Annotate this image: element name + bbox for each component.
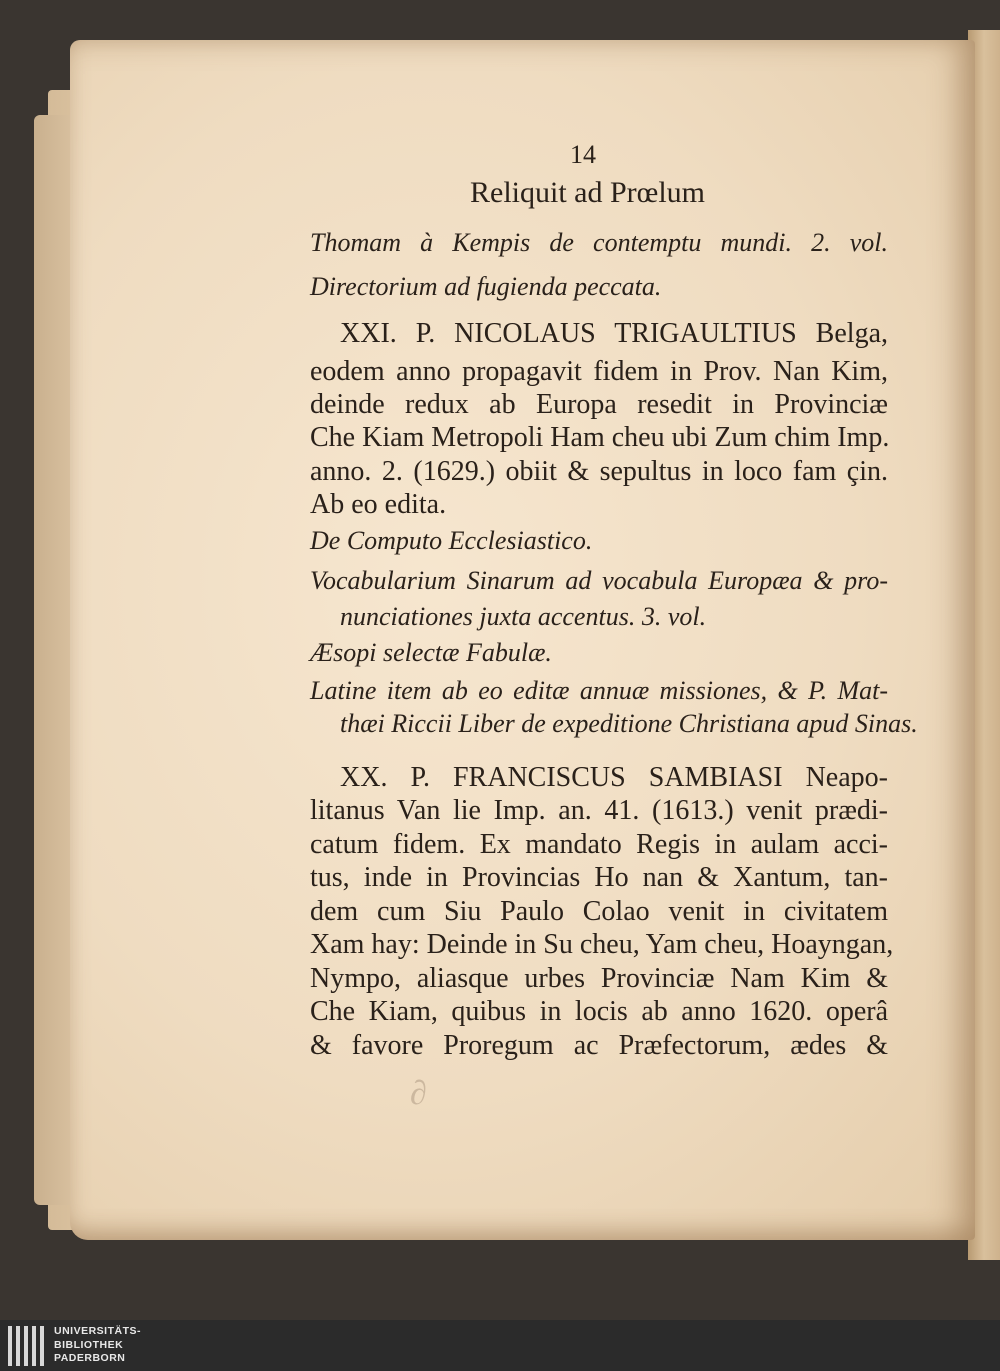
text-line: deinde redux ab Europa resedit in Provinciæ — [310, 389, 888, 420]
text-line: XXI. P. NICOLAUS TRIGAULTIUS Belga, — [340, 318, 888, 349]
text-line: De Computo Ecclesiastico. — [310, 526, 593, 555]
text-line: tus, inde in Provincias Ho nan & Xantum, tan- — [310, 862, 888, 893]
text-line: Che Kiam, quibus in locis ab anno 1620. operâ — [310, 996, 888, 1027]
text-line: Vocabularium Sinarum ad vocabula Europæa & pro- — [310, 566, 888, 595]
text-line: Ab eo edita. — [310, 489, 447, 520]
text-line: litanus Van lie Imp. an. 41. (1613.) venit prædi- — [310, 795, 888, 826]
running-head: Reliquit ad Prœlum — [470, 176, 705, 209]
library-logo-text — [54, 1325, 141, 1366]
text-line: thæi Riccii Liber de expeditione Christiana apud Sinas. — [340, 709, 918, 738]
logo-line: UNIVERSITÄTS- — [54, 1325, 142, 1337]
text-line: Che Kiam Metropoli Ham cheu ubi Zum chim Imp. — [310, 422, 890, 453]
text-line: Æsopi selectæ Fabulæ. — [310, 638, 552, 667]
text-line: Thomam à Kempis de contemptu mundi. 2. vol. — [310, 228, 888, 257]
page-number: 14 — [570, 140, 596, 169]
text-line: catum fidem. Ex mandato Regis in aulam acci- — [310, 829, 888, 860]
logo-line: BIBLIOTHEK — [54, 1338, 124, 1351]
signature-mark-show-through: ∂ — [410, 1075, 427, 1112]
text-line: anno. 2. (1629.) obiit & sepultus in loco fam çin. — [310, 456, 888, 487]
text-line: Directorium ad fugienda peccata. — [310, 272, 662, 301]
library-logo-icon — [8, 1326, 46, 1366]
text-line: & favore Proregum ac Præfectorum, ædes & — [310, 1030, 888, 1061]
text-line: XX. P. FRANCISCUS SAMBIASI Neapo- — [340, 762, 888, 793]
footer-bar — [0, 1320, 1000, 1371]
logo-line: PADERBORN — [54, 1352, 126, 1364]
text-line: dem cum Siu Paulo Colao venit in civitatem — [310, 896, 888, 927]
text-line: Xam hay: Deinde in Su cheu, Yam cheu, Hoayngan, — [310, 929, 894, 960]
text-line: Nympo, aliasque urbes Provinciæ Nam Kim & — [310, 963, 888, 994]
text-line: nunciationes juxta accentus. 3. vol. — [340, 602, 707, 631]
text-line: Latine item ab eo editæ annuæ missiones, & P. Mat- — [310, 676, 888, 705]
text-line: eodem anno propagavit fidem in Prov. Nan Kim, — [310, 356, 888, 387]
